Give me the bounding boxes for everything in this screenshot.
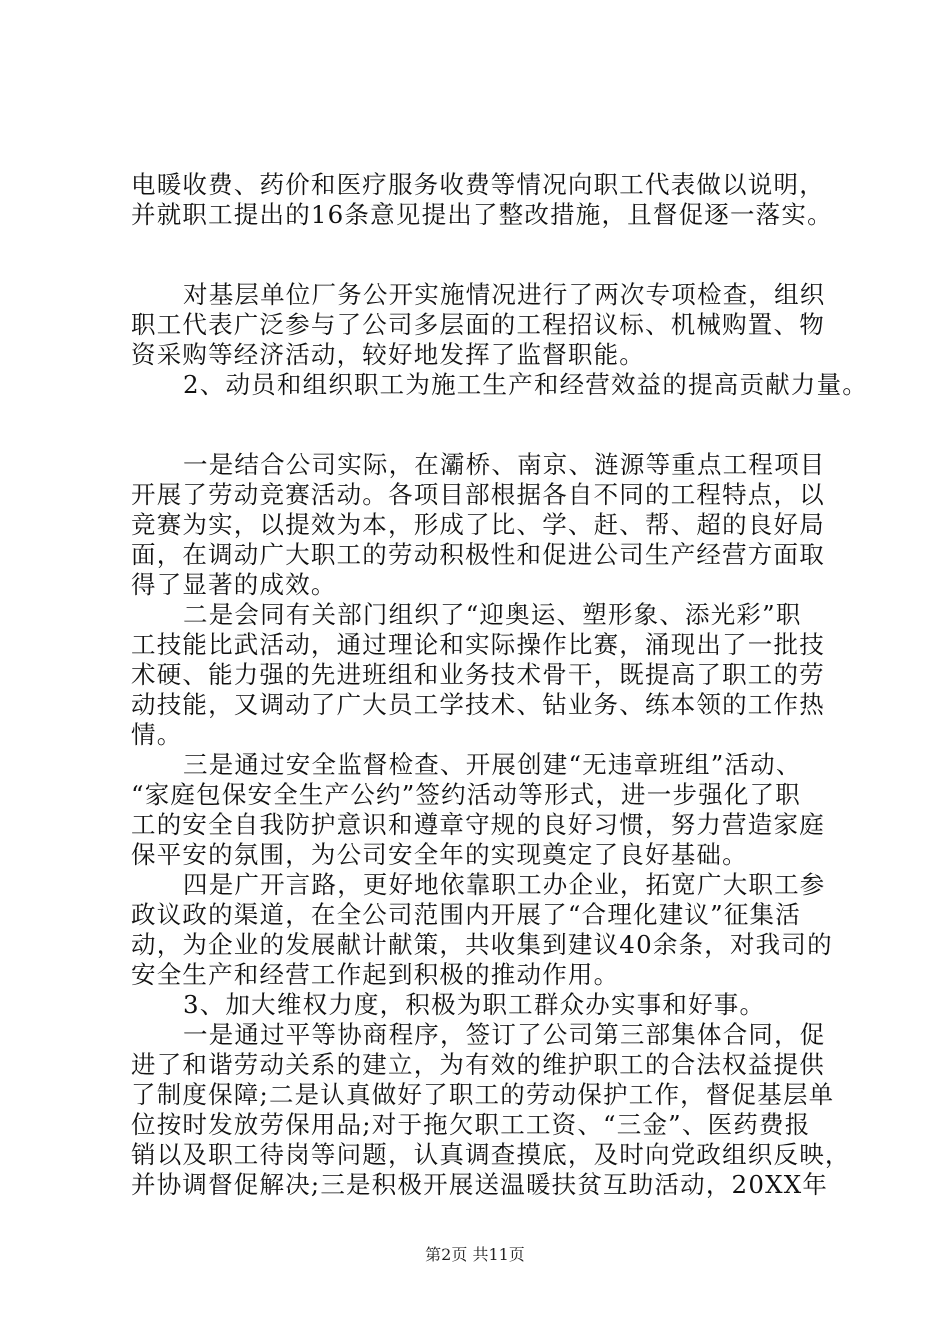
text-line: 面，在调动广大职工的劳动积极性和促进公司生产经营方面取 <box>131 540 825 569</box>
text-line: 工技能比武活动，通过理论和实际操作比赛，涌现出了一批技 <box>131 630 825 659</box>
text-line: 保平安的氛围，为公司安全年的实现奠定了良好基础。 <box>131 840 748 869</box>
text-line: 动，为企业的发展献计献策，共收集到建议40余条，对我司的 <box>131 930 833 959</box>
text-line: 工的安全自我防护意识和遵章守规的良好习惯，努力营造家庭 <box>131 810 825 839</box>
text-line: 并协调督促解决;三是积极开展送温暖扶贫互助活动，20XX年 <box>131 1170 829 1199</box>
text-line: 销以及职工待岗等问题，认真调查摸底，及时向党政组织反映， <box>131 1140 851 1169</box>
text-line: “家庭包保安全生产公约”签约活动等形式，进一步强化了职 <box>131 780 801 809</box>
page-footer <box>0 1244 950 1266</box>
text-line: 情。 <box>131 720 183 749</box>
text-line: 一是结合公司实际，在灞桥、南京、涟源等重点工程项目 <box>183 450 826 479</box>
paragraph-gap <box>131 400 831 450</box>
section-heading: 3、加大维权力度，积极为职工群众办实事和好事。 <box>183 990 766 1019</box>
text-line: 资采购等经济活动，较好地发挥了监督职能。 <box>131 340 645 369</box>
text-line: 了制度保障;二是认真做好了职工的劳动保护工作，督促基层单 <box>131 1080 835 1109</box>
text-line: 动技能，又调动了广大员工学技术、钻业务、练本领的工作热 <box>131 690 825 719</box>
page-number: 第2页 共11页 <box>425 1245 525 1264</box>
text-line: 电暖收费、药价和医疗服务收费等情况向职工代表做以说明， <box>131 170 825 199</box>
text-line: 一是通过平等协商程序，签订了公司第三部集体合同，促 <box>183 1020 826 1049</box>
text-line: 并就职工提出的16条意见提出了整改措施，且督促逐一落实。 <box>131 200 833 229</box>
text-line: 开展了劳动竞赛活动。各项目部根据各自不同的工程特点，以 <box>131 480 825 509</box>
text-line: 对基层单位厂务公开实施情况进行了两次专项检查，组织 <box>183 280 826 309</box>
text-line: 安全生产和经营工作起到积极的推动作用。 <box>131 960 620 989</box>
text-line: 得了显著的成效。 <box>131 570 337 599</box>
section-heading: 2、动员和组织职工为施工生产和经营效益的提高贡献力量。 <box>183 370 868 399</box>
text-line: 二是会同有关部门组织了“迎奥运、塑形象、添光彩”职 <box>183 600 802 629</box>
document-body <box>131 170 868 1200</box>
paragraph-gap <box>131 230 831 280</box>
text-line: 进了和谐劳动关系的建立，为有效的维护职工的合法权益提供 <box>131 1050 825 1079</box>
text-line: 三是通过安全监督检查、开展创建“无违章班组”活动、 <box>183 750 802 779</box>
text-line: 四是广开言路，更好地依靠职工办企业，拓宽广大职工参 <box>183 870 826 899</box>
text-line: 政议政的渠道，在全公司范围内开展了“合理化建议”征集活 <box>131 900 801 929</box>
text-line: 竞赛为实，以提效为本，形成了比、学、赶、帮、超的良好局 <box>131 510 825 539</box>
text-line: 术硬、能力强的先进班组和业务技术骨干，既提高了职工的劳 <box>131 660 825 689</box>
text-line: 位按时发放劳保用品;对于拖欠职工工资、“三金”、医药费报 <box>131 1110 811 1139</box>
text-line: 职工代表广泛参与了公司多层面的工程招议标、机械购置、物 <box>131 310 825 339</box>
